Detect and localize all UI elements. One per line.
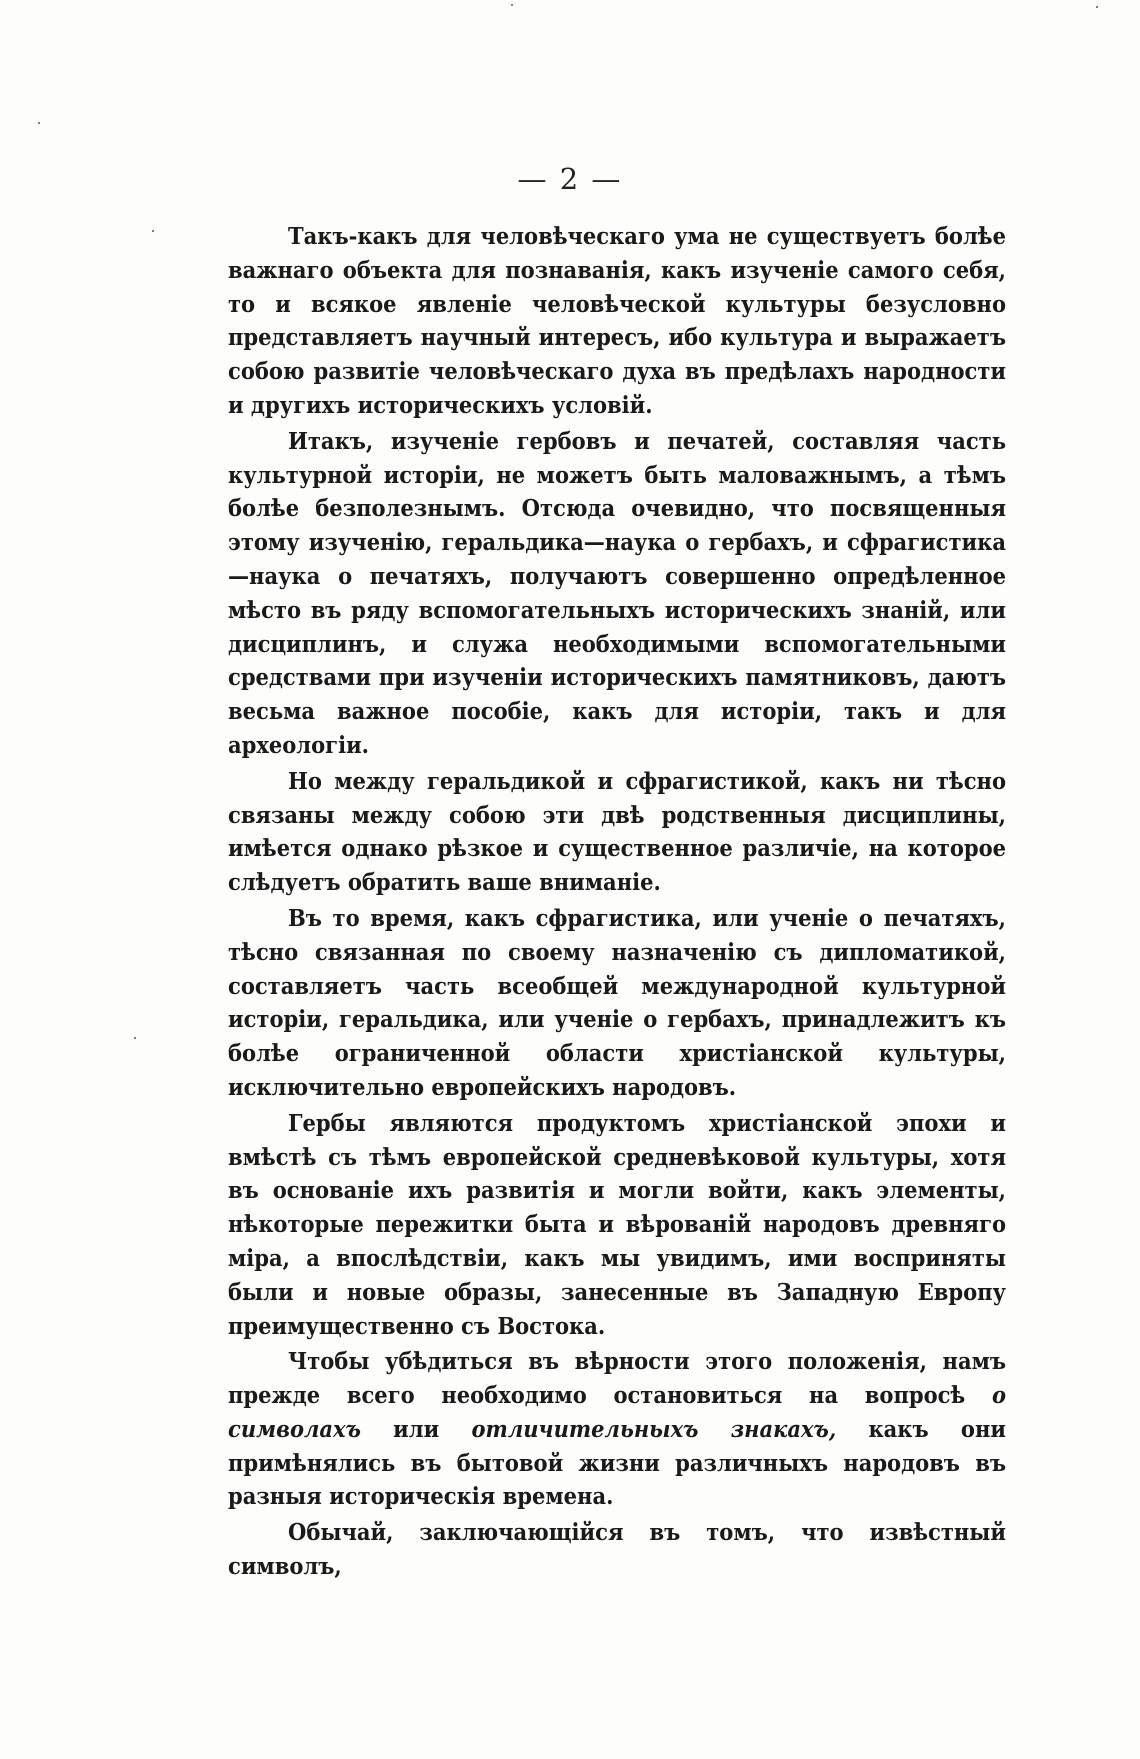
- paragraph-5: Гербы являются продуктомъ христіанской эпохи и вмѣстѣ съ тѣмъ европейской средневѣковой культуры, хотя въ основаніе ихъ развитія и могли войти, какъ элементы, нѣкоторые пережитки быта и вѣрованій народовъ древняго міра, а впослѣдствіи, какъ мы увидимъ, ими восприняты были и новые образы, занесенные въ Западную Европу преимущественно съ Востока.: [228, 1108, 1006, 1340]
- paragraph-2: Итакъ, изученіе гербовъ и печатей, составляя часть культурной исторіи, не можетъ быть маловажнымъ, а тѣмъ болѣе безполезнымъ. Отсюда очевидно, что посвященныя этому изученію, геральдика—наука о гербахъ, и сфрагистика—наука о печатяхъ, получаютъ совершенно опредѣленное мѣсто въ ряду вспомогательныхъ историческихъ знаній, или дисциплинъ, и служа необходимыми вспомогательными средствами при изученіи историческихъ памятниковъ, даютъ весьма важное пособіе, какъ для исторіи, такъ и для археологіи.: [228, 426, 1006, 759]
- scan-speck: [38, 122, 40, 124]
- paragraph-6: [228, 1345, 1006, 1514]
- scan-speck: [152, 230, 154, 232]
- paragraph-3: Но между геральдикой и сфрагистикой, какъ ни тѣсно связаны между собою эти двѣ родственныя дисциплины, имѣется однако рѣзкое и существенное различіе, на которое слѣдуетъ обратить ваше вниманіе.: [228, 766, 1006, 897]
- scan-speck: [511, 4, 513, 6]
- paragraph-7-start: Обычай, заключающійся въ томъ, что извѣстный символъ,: [228, 1518, 1006, 1581]
- paragraph-4: Въ то время, какъ сфрагистика, или ученіе о печатяхъ, тѣсно связанная по своему назначенію съ дипломатикой, составляетъ часть всеобщей международной культурной исторіи, геральдика, или ученіе о гербахъ, принадлежитъ къ болѣе ограниченной области христіанской культуры, исключительно европейскихъ народовъ.: [228, 903, 1006, 1101]
- paragraph-6-text-c: какъ они примѣнялись въ бытовой жизни различныхъ народовъ въ разныя историческія времена.: [228, 1414, 1006, 1511]
- paragraph-6-text-b: или: [360, 1414, 472, 1443]
- body-text: [228, 220, 1006, 1584]
- paragraph-6-italic-signs: отличительныхъ знакахъ,: [471, 1414, 837, 1443]
- scan-speck: [134, 1037, 136, 1039]
- paragraph-1: Такъ-какъ для человѣческаго ума не существуетъ болѣе важнаго объекта для познаванія, какъ изученіе самого себя, то и всякое явленіе человѣческой культуры безусловно представляетъ научный интересъ, ибо культура и выражаетъ собою развитіе человѣческаго духа въ предѣлахъ народности и другихъ историческихъ условій.: [228, 222, 1006, 419]
- page-number: — 2 —: [517, 162, 623, 196]
- paragraph-6-text-a: Чтобы убѣдиться въ вѣрности этого положенія, намъ прежде всего необходимо остановиться на вопросѣ: [228, 1347, 1006, 1410]
- paragraph-6-italic-symbols: о символахъ: [228, 1381, 1006, 1443]
- scan-speck: [1096, 6, 1098, 8]
